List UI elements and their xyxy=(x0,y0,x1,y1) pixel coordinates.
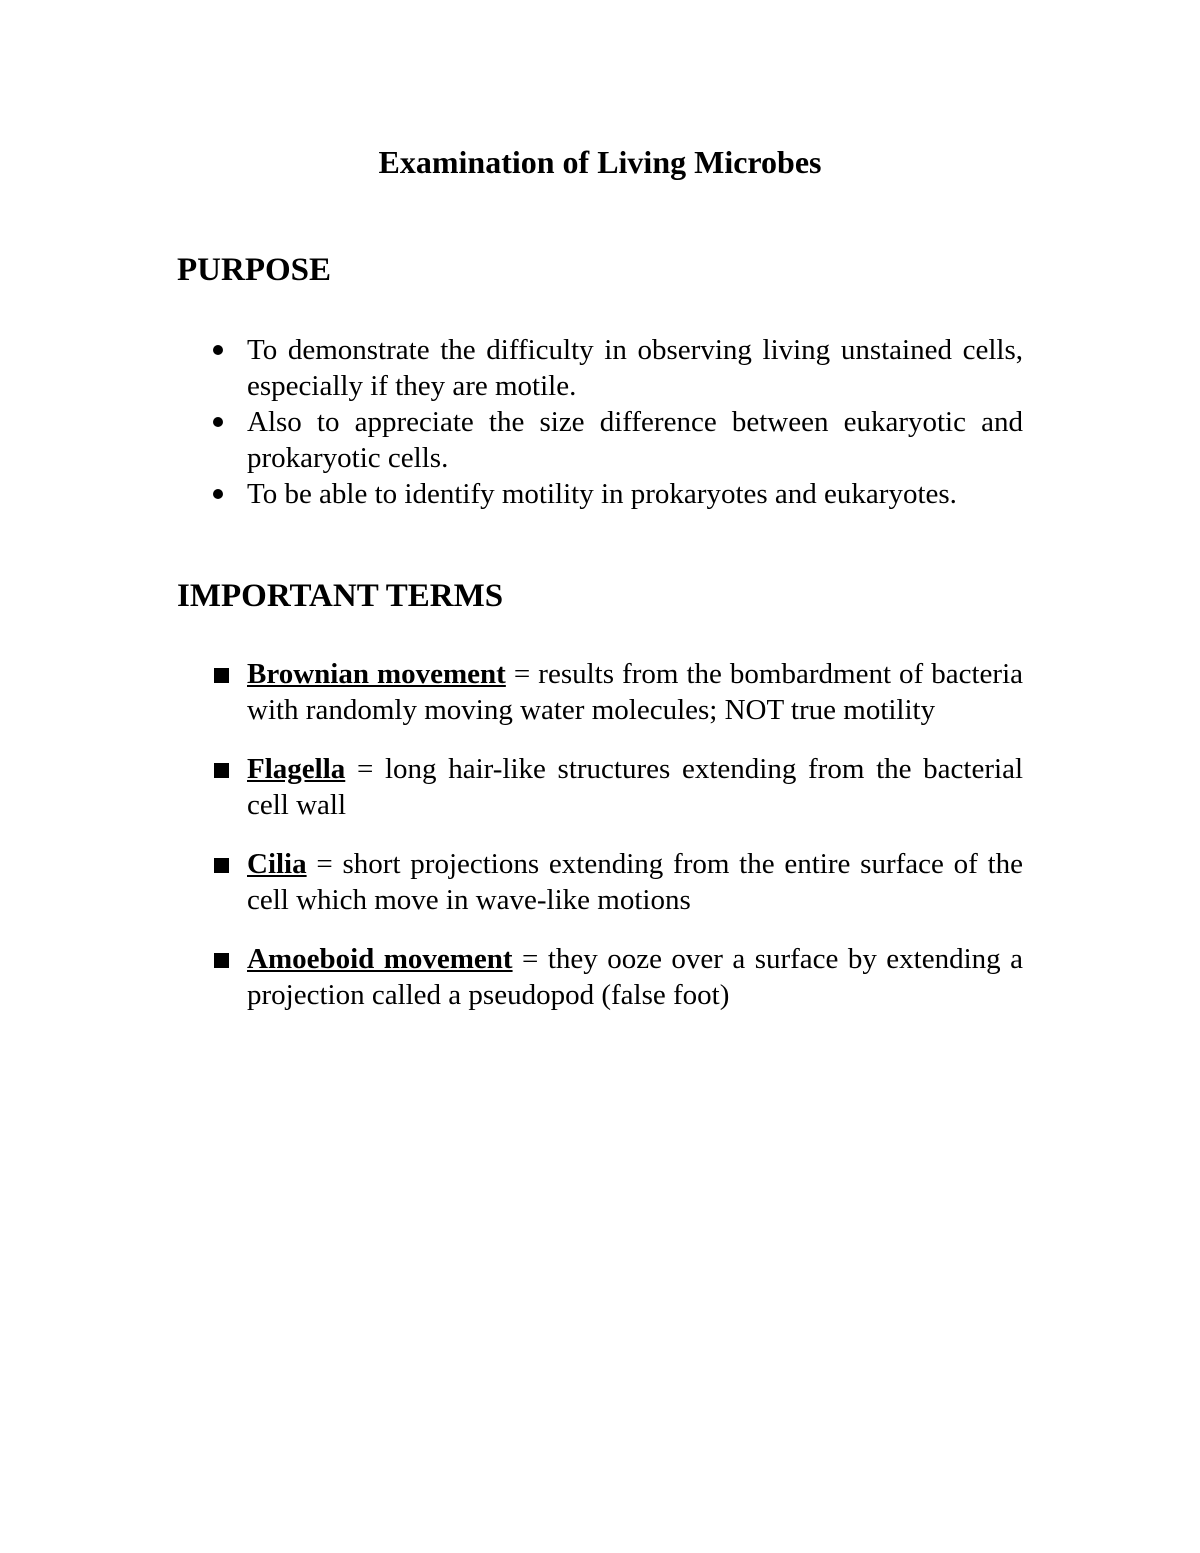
purpose-item-text: To demonstrate the difficulty in observing living unstained cells, especially if they are motile. xyxy=(247,334,1023,402)
term-definition: = results from the bombardment of bacteria with randomly moving water molecules; NOT true motility xyxy=(247,658,1024,726)
term-entry xyxy=(247,941,1023,1013)
term-name: Flagella xyxy=(247,753,346,785)
list-item xyxy=(0,332,1200,404)
bullet-square-icon xyxy=(214,668,229,683)
term-item-amoeboid-movement xyxy=(0,941,1200,1013)
important-terms-heading: IMPORTANT TERMS xyxy=(177,578,504,614)
term-definition: = long hair-like structures extending from the bacterial cell wall xyxy=(247,753,1023,821)
term-item-cilia xyxy=(0,846,1200,918)
bullet-square-icon xyxy=(214,953,229,968)
bullet-dot-icon xyxy=(213,345,223,355)
list-item xyxy=(0,404,1200,476)
purpose-item-text: To be able to identify motility in prokaryotes and eukaryotes. xyxy=(247,478,957,510)
term-entry xyxy=(247,656,1023,728)
term-entry xyxy=(247,751,1023,823)
term-item-brownian-movement xyxy=(0,656,1200,728)
term-entry xyxy=(247,846,1023,918)
purpose-item-text: Also to appreciate the size difference between eukaryotic and prokaryotic cells. xyxy=(247,406,1023,474)
term-definition: = short projections extending from the entire surface of the cell which move in wave-like motions xyxy=(247,848,1023,916)
term-name: Amoeboid movement xyxy=(247,943,513,975)
term-name: Brownian movement xyxy=(247,658,506,690)
term-definition: = they ooze over a surface by extending a projection called a pseudopod (false foot) xyxy=(247,943,1023,1011)
terms-list xyxy=(0,656,1200,1036)
purpose-heading: PURPOSE xyxy=(177,252,332,288)
page-title: Examination of Living Microbes xyxy=(378,144,822,180)
purpose-list xyxy=(0,332,1200,512)
bullet-dot-icon xyxy=(213,489,223,499)
bullet-dot-icon xyxy=(213,417,223,427)
bullet-square-icon xyxy=(214,858,229,873)
list-item xyxy=(0,476,1200,512)
bullet-square-icon xyxy=(214,763,229,778)
term-item-flagella xyxy=(0,751,1200,823)
term-name: Cilia xyxy=(247,848,307,880)
